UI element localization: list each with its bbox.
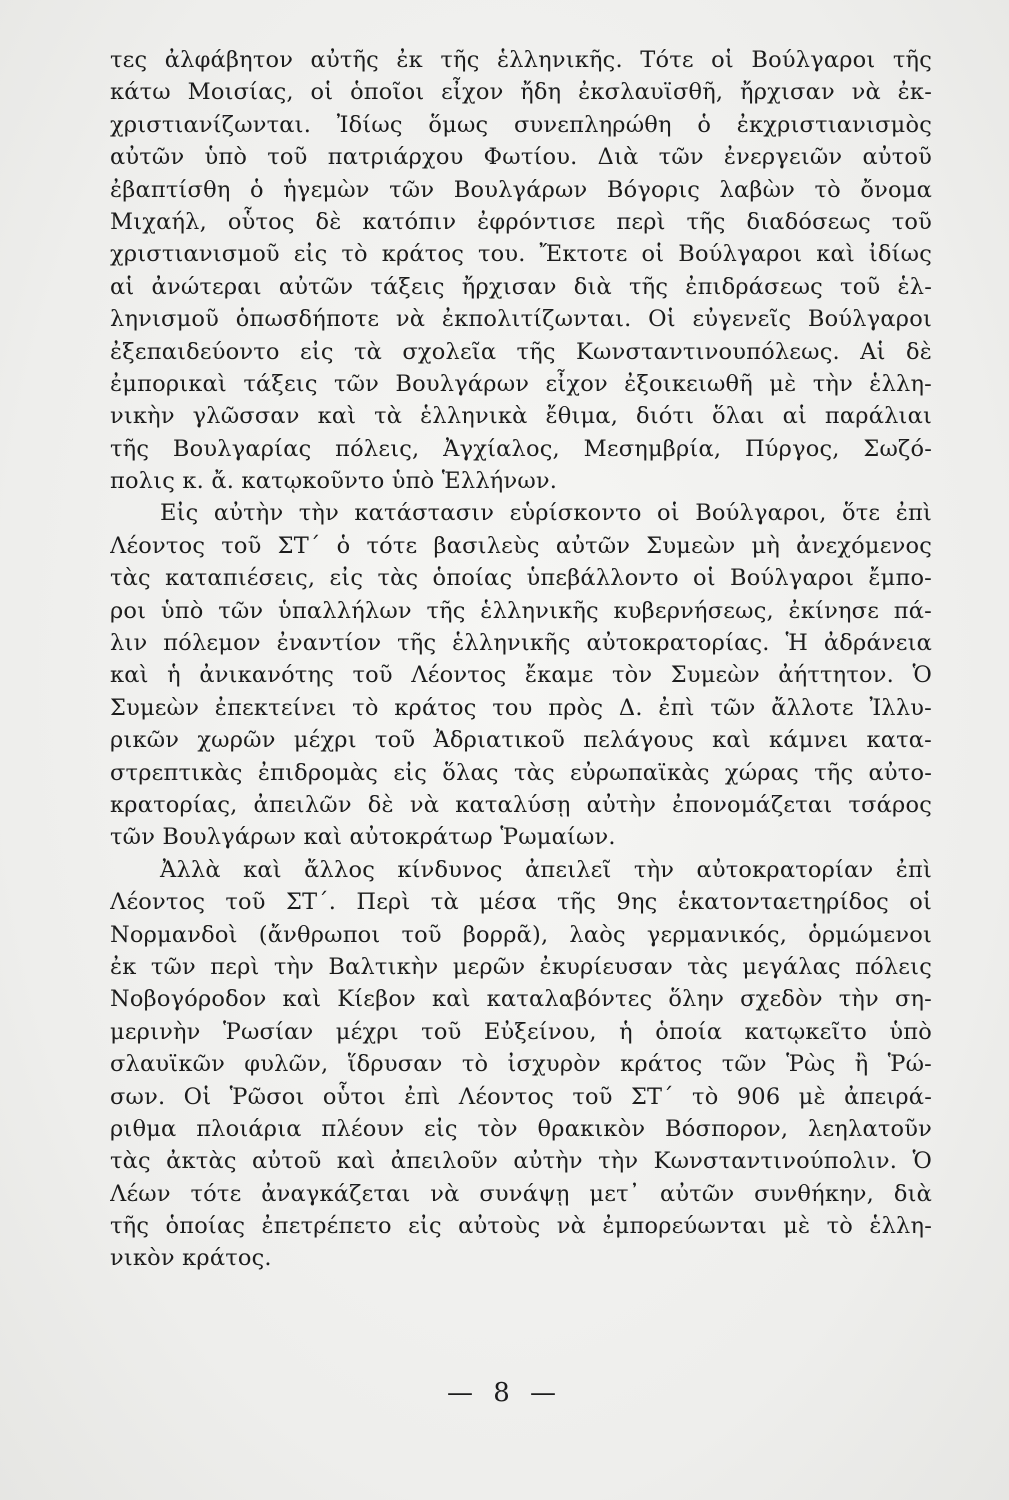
text-line: ριθμα πλοιάρια πλέουν εἰς τὸν θρακικὸν Βόσπορον, λεηλατοῦν [110, 1115, 932, 1142]
text-line: τῶν Βουλγάρων καὶ αὐτοκράτωρ Ῥωμαίων. [110, 824, 616, 851]
text-line: αἱ ἀνώτεραι αὐτῶν τάξεις ἤρχισαν διὰ τῆς ἐπιδράσεως τοῦ ἑλ- [110, 273, 932, 300]
text-line: Εἰς αὐτὴν τὴν κατάστασιν εὑρίσκοντο οἱ Βούλγαροι, ὅτε ἐπὶ [160, 500, 932, 527]
text-line: τες ἀλφάβητον αὐτῆς ἐκ τῆς ἑλληνικῆς. Τότε οἱ Βούλγαροι τῆς [110, 47, 932, 73]
text-line: Λέοντος τοῦ ΣΤ΄. Περὶ τὰ μέσα τῆς 9ης ἑκατονταετηρίδος οἱ [110, 889, 932, 916]
text-line: τῆς ὁποίας ἐπετρέπετο εἰς αὐτοὺς νὰ ἐμπορεύωνται μὲ τὸ ἑλλη- [110, 1213, 932, 1240]
text-line: τὰς καταπιέσεις, εἰς τὰς ὁποίας ὑπεβάλλοντο οἱ Βούλγαροι ἔμπο- [110, 565, 932, 592]
text-line: μερινὴν Ῥωσίαν μέχρι τοῦ Εὐξείνου, ἡ ὁποία κατῳκεῖτο ὑπὸ [110, 1018, 932, 1045]
body-text [110, 44, 932, 1275]
text-line: Ἀλλὰ καὶ ἄλλος κίνδυνος ἀπειλεῖ τὴν αὐτοκρατορίαν ἐπὶ [160, 856, 932, 883]
text-line: Μιχαήλ, οὗτος δὲ κατόπιν ἐφρόντισε περὶ τῆς διαδόσεως τοῦ [110, 208, 932, 235]
text-line: Νοβογόροδον καὶ Κίεβον καὶ καταλαβόντες ὅλην σχεδὸν τὴν ση- [110, 986, 932, 1013]
text-line: νικὴν γλῶσσαν καὶ τὰ ἑλληνικὰ ἔθιμα, διότι ὅλαι αἱ παράλιαι [110, 403, 932, 430]
text-line: ρικῶν χωρῶν μέχρι τοῦ Ἀδριατικοῦ πελάγους καὶ κάμνει κατα- [110, 727, 932, 754]
text-line: κρατορίας, ἀπειλῶν δὲ νὰ καταλύσῃ αὐτὴν ἐπονομάζεται τσάρος [110, 791, 932, 818]
text-line: καὶ ἡ ἀνικανότης τοῦ Λέοντος ἔκαμε τὸν Συμεὼν ἀήττητον. Ὁ [110, 662, 932, 689]
text-line: στρεπτικὰς ἐπιδρομὰς εἰς ὅλας τὰς εὐρωπαϊκὰς χώρας τῆς αὐτο- [110, 759, 932, 786]
text-line: χριστιανισμοῦ εἰς τὸ κράτος του. Ἔκτοτε οἱ Βούλγαροι καὶ ἰδίως [110, 241, 932, 268]
text-line: ἐκ τῶν περὶ τὴν Βαλτικὴν μερῶν ἐκυρίευσαν τὰς μεγάλας πόλεις [110, 953, 932, 980]
text-line: Λέοντος τοῦ ΣΤ΄ ὁ τότε βασιλεὺς αὐτῶν Συμεὼν μὴ ἀνεχόμενος [110, 532, 932, 559]
text-line: Συμεὼν ἐπεκτείνει τὸ κράτος του πρὸς Δ. ἐπὶ τῶν ἄλλοτε Ἰλλυ- [110, 694, 932, 721]
text-line: σων. Οἱ Ῥῶσοι οὗτοι ἐπὶ Λέοντος τοῦ ΣΤ΄ τὸ 906 μὲ ἀπειρά- [110, 1083, 932, 1110]
text-line: τῆς Βουλγαρίας πόλεις, Ἀγχίαλος, Μεσημβρία, Πύργος, Σωζό- [110, 435, 932, 462]
page-number: — 8 — [446, 1378, 563, 1408]
text-line: ροι ὑπὸ τῶν ὑπαλλήλων τῆς ἑλληνικῆς κυβερνήσεως, ἐκίνησε πά- [110, 597, 932, 624]
text-line: τὰς ἀκτὰς αὐτοῦ καὶ ἀπειλοῦν αὐτὴν τὴν Κωνσταντινούπολιν. Ὁ [110, 1148, 932, 1175]
text-line: ἐμπορικαὶ τάξεις τῶν Βουλγάρων εἶχον ἐξοικειωθῆ μὲ τὴν ἑλλη- [110, 370, 932, 397]
text-line: Λέων τότε ἀναγκάζεται νὰ συνάψῃ μετ᾽ αὐτῶν συνθήκην, διὰ [110, 1180, 932, 1207]
text-line: Νορμανδοὶ (ἄνθρωποι τοῦ βορρᾶ), λαὸς γερμανικός, ὁρμώμενοι [110, 921, 932, 948]
text-line: λιν πόλεμον ἐναντίον τῆς ἑλληνικῆς αὐτοκρατορίας. Ἡ ἀδράνεια [110, 630, 932, 657]
text-line: αὐτῶν ὑπὸ τοῦ πατριάρχου Φωτίου. Διὰ τῶν ἐνεργειῶν αὐτοῦ [110, 144, 932, 171]
text-line: κάτω Μοισίας, οἱ ὁποῖοι εἶχον ἤδη ἐκσλαυϊσθῆ, ἤρχισαν νὰ ἐκ- [110, 79, 932, 106]
text-line: ληνισμοῦ ὁπωσδήποτε νὰ ἐκπολιτίζωνται. Οἱ εὐγενεῖς Βούλγαροι [110, 306, 932, 333]
text-line: πολις κ. ἄ. κατῳκοῦντο ὑπὸ Ἑλλήνων. [110, 468, 558, 495]
text-line: σλαυϊκῶν φυλῶν, ἵδρυσαν τὸ ἰσχυρὸν κράτος τῶν Ῥὼς ἢ Ῥώ- [110, 1051, 932, 1078]
text-line: χριστιανίζωνται. Ἰδίως ὅμως συνεπληρώθη ὁ ἐκχριστιανισμὸς [110, 111, 932, 138]
text-line: ἐβαπτίσθη ὁ ἡγεμὼν τῶν Βουλγάρων Βόγορις λαβὼν τὸ ὄνομα [110, 176, 932, 203]
text-line: νικὸν κράτος. [110, 1245, 272, 1272]
text-line: ἐξεπαιδεύοντο εἰς τὰ σχολεῖα τῆς Κωνσταντινουπόλεως. Αἱ δὲ [110, 338, 932, 365]
